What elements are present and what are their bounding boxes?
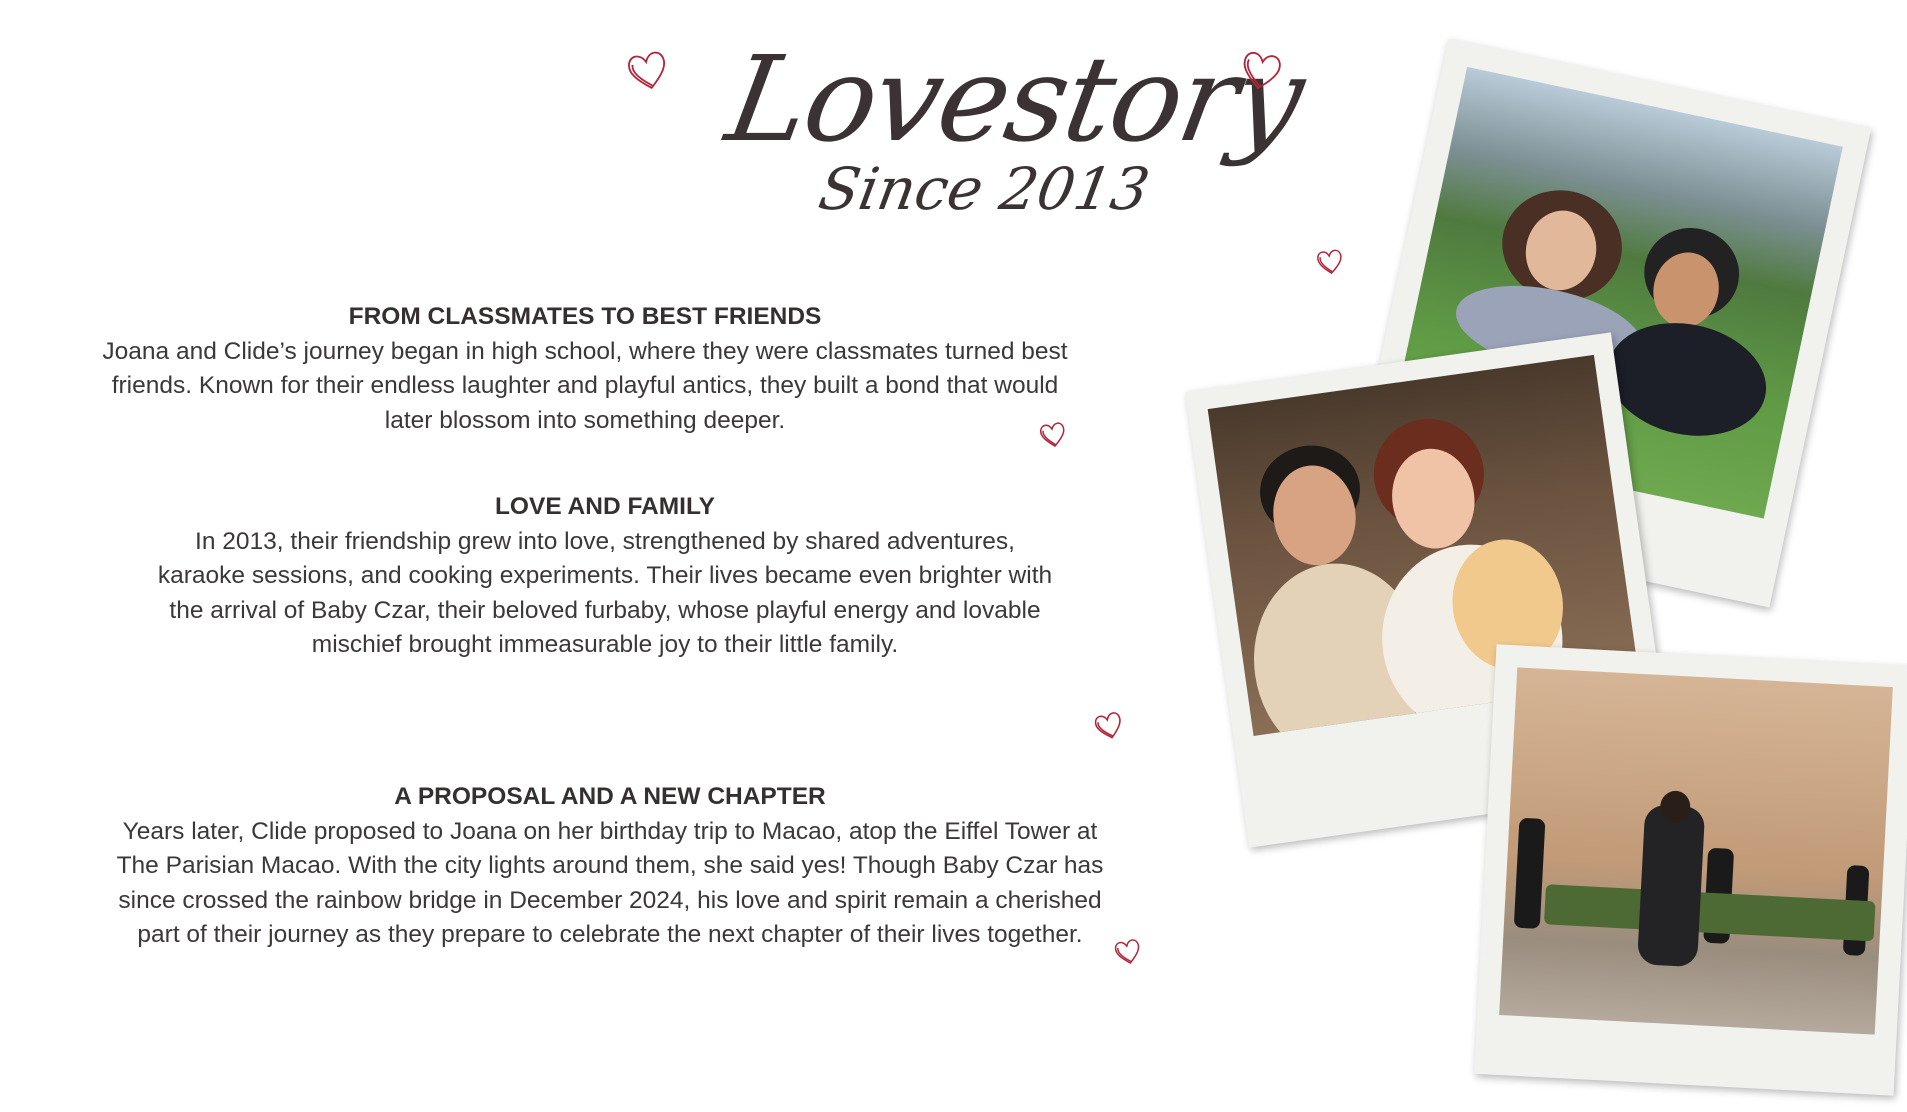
heart-icon <box>621 44 676 99</box>
section-heading: A PROPOSAL AND A NEW CHAPTER <box>394 783 826 810</box>
story-section-love-family <box>155 490 1055 663</box>
section-body: Joana and Clide’s journey began in high school, where they were classmates turned best friends. Known for their endless laughter and playful antics, they built a bond that would later blossom into something deeper. <box>102 337 1068 434</box>
heart-icon <box>1313 245 1347 279</box>
heart-icon <box>1089 706 1128 745</box>
title-block <box>717 30 1313 240</box>
proposal-hug-photo <box>1499 667 1893 1034</box>
section-heading: LOVE AND FAMILY <box>494 493 716 520</box>
page-subtitle: Since 2013 <box>814 155 1155 223</box>
story-section-classmates <box>100 300 1070 438</box>
section-body: Years later, Clide proposed to Joana on her birthday trip to Macao, atop the Eiffel Tower at The Parisian Macao. With the city lights around them, she said yes! Though Baby Czar has since crossed the rainbow bridge in December 2024, his love and spirit remain a cherished part of their journey as they prepare to celebrate the next chapter of their lives together. <box>116 817 1104 948</box>
section-body: In 2013, their friendship grew into love, strengthened by shared adventures, karaoke sessions, and cooking experiments. Their lives became even brighter with the arrival of Baby Czar, their beloved furbaby, whose playful energy and lovable mischief brought immeasurable joy to their little family. <box>157 527 1053 658</box>
section-heading: FROM CLASSMATES TO BEST FRIENDS <box>348 303 822 330</box>
page-title: Lovestory <box>717 30 1313 168</box>
heart-icon <box>1234 44 1287 97</box>
polaroid-frame <box>1474 644 1907 1095</box>
story-section-proposal <box>100 780 1120 953</box>
